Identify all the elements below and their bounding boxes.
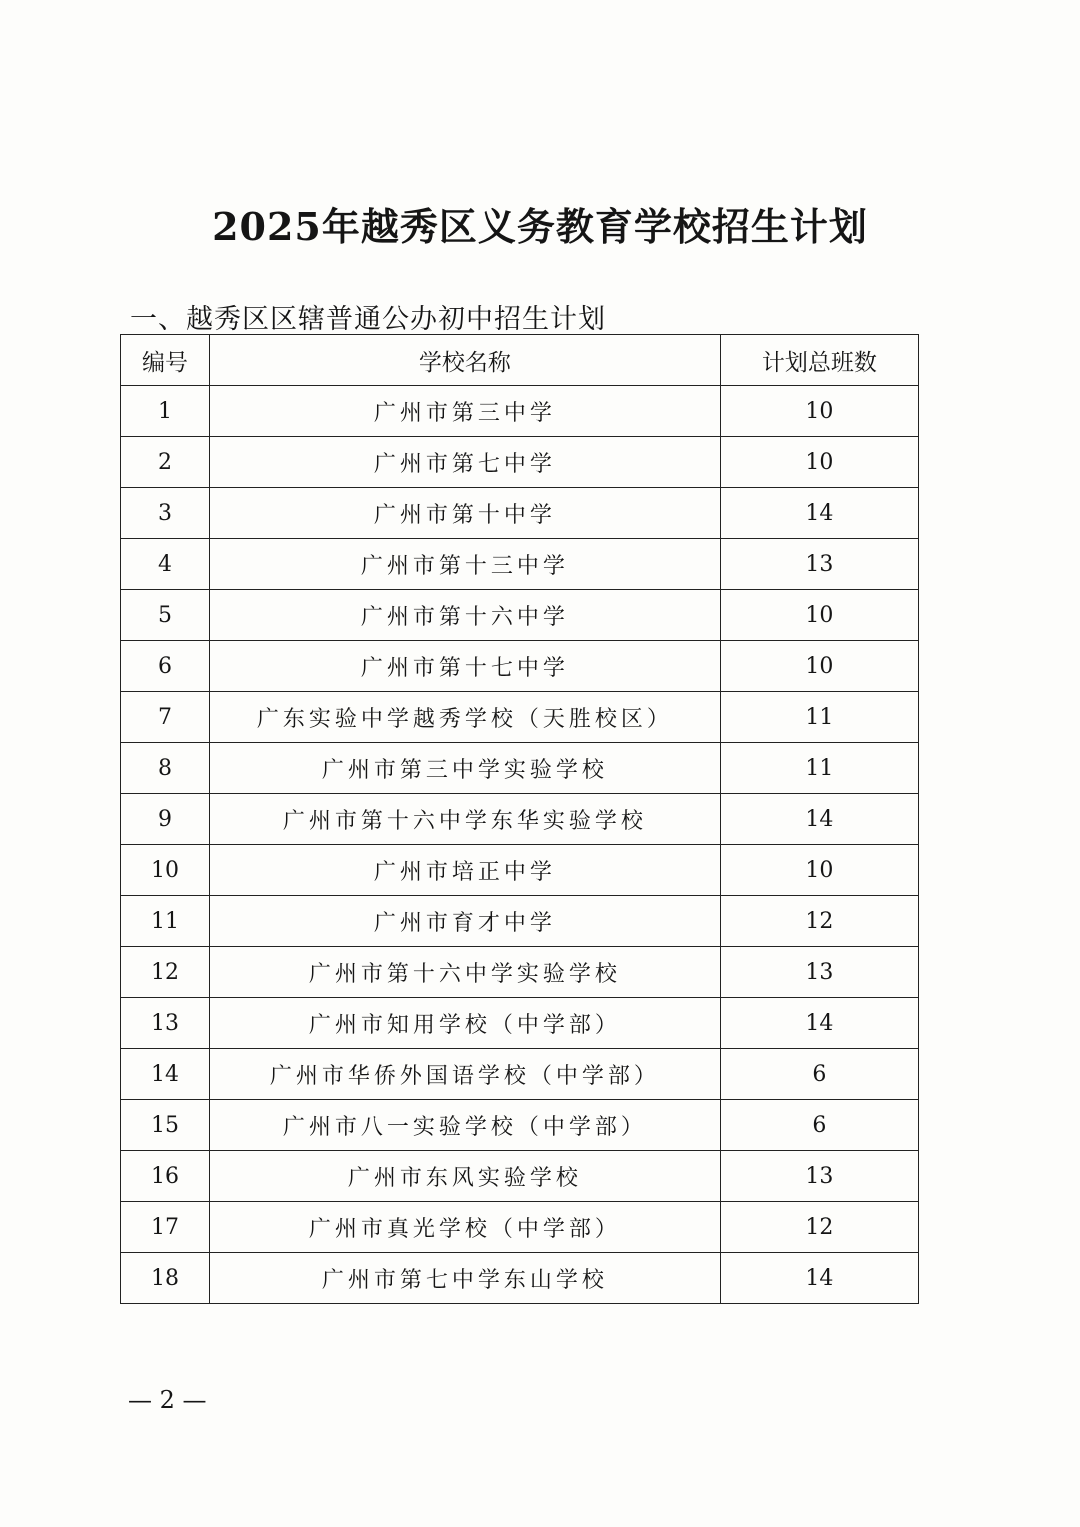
school-name: 广州市八一实验学校（中学部） xyxy=(210,1100,721,1151)
row-number: 17 xyxy=(121,1202,210,1253)
header-number: 编号 xyxy=(121,335,210,386)
class-count: 14 xyxy=(720,488,918,539)
table-row xyxy=(121,488,919,539)
table-row xyxy=(121,437,919,488)
class-count: 14 xyxy=(720,794,918,845)
class-count: 13 xyxy=(720,1151,918,1202)
class-count: 6 xyxy=(720,1049,918,1100)
row-number: 10 xyxy=(121,845,210,896)
table-row xyxy=(121,641,919,692)
school-name: 广州市第十七中学 xyxy=(210,641,721,692)
school-name: 广州市真光学校（中学部） xyxy=(210,1202,721,1253)
school-name: 广州市第十六中学实验学校 xyxy=(210,947,721,998)
class-count: 13 xyxy=(720,539,918,590)
table-row xyxy=(121,692,919,743)
row-number: 11 xyxy=(121,896,210,947)
school-name: 广州市知用学校（中学部） xyxy=(210,998,721,1049)
document-title: 2025年越秀区义务教育学校招生计划 xyxy=(212,204,868,249)
school-name: 广州市第十六中学东华实验学校 xyxy=(210,794,721,845)
row-number: 15 xyxy=(121,1100,210,1151)
school-name: 广州市东风实验学校 xyxy=(210,1151,721,1202)
class-count: 10 xyxy=(720,590,918,641)
school-name: 广州市第三中学实验学校 xyxy=(210,743,721,794)
row-number: 16 xyxy=(121,1151,210,1202)
header-school-name: 学校名称 xyxy=(210,335,721,386)
school-name: 广东实验中学越秀学校（天胜校区） xyxy=(210,692,721,743)
class-count: 11 xyxy=(720,692,918,743)
school-name: 广州市第七中学东山学校 xyxy=(210,1253,721,1304)
table-row xyxy=(121,998,919,1049)
row-number: 14 xyxy=(121,1049,210,1100)
class-count: 12 xyxy=(720,896,918,947)
row-number: 8 xyxy=(121,743,210,794)
row-number: 13 xyxy=(121,998,210,1049)
header-class-count: 计划总班数 xyxy=(720,335,918,386)
class-count: 10 xyxy=(720,386,918,437)
table-row xyxy=(121,794,919,845)
table-header-row xyxy=(121,335,919,386)
class-count: 6 xyxy=(720,1100,918,1151)
class-count: 12 xyxy=(720,1202,918,1253)
school-name: 广州市第十六中学 xyxy=(210,590,721,641)
row-number: 5 xyxy=(121,590,210,641)
school-name: 广州市培正中学 xyxy=(210,845,721,896)
row-number: 12 xyxy=(121,947,210,998)
row-number: 1 xyxy=(121,386,210,437)
school-name: 广州市华侨外国语学校（中学部） xyxy=(210,1049,721,1100)
school-name: 广州市育才中学 xyxy=(210,896,721,947)
enrollment-plan-table xyxy=(120,334,919,1304)
table-row xyxy=(121,1049,919,1100)
table-row xyxy=(121,1100,919,1151)
table-row xyxy=(121,947,919,998)
table-row xyxy=(121,539,919,590)
table-row xyxy=(121,1253,919,1304)
row-number: 3 xyxy=(121,488,210,539)
row-number: 7 xyxy=(121,692,210,743)
page-number: — 2 — xyxy=(128,1386,207,1414)
row-number: 4 xyxy=(121,539,210,590)
table-row xyxy=(121,590,919,641)
row-number: 2 xyxy=(121,437,210,488)
class-count: 10 xyxy=(720,641,918,692)
section-heading: 一、越秀区区辖普通公办初中招生计划 xyxy=(130,304,606,335)
table-row xyxy=(121,743,919,794)
table-row xyxy=(121,1151,919,1202)
row-number: 9 xyxy=(121,794,210,845)
school-name: 广州市第七中学 xyxy=(210,437,721,488)
class-count: 14 xyxy=(720,998,918,1049)
table-row xyxy=(121,1202,919,1253)
class-count: 14 xyxy=(720,1253,918,1304)
class-count: 13 xyxy=(720,947,918,998)
row-number: 18 xyxy=(121,1253,210,1304)
class-count: 10 xyxy=(720,437,918,488)
table-row xyxy=(121,386,919,437)
class-count: 11 xyxy=(720,743,918,794)
row-number: 6 xyxy=(121,641,210,692)
school-name: 广州市第十中学 xyxy=(210,488,721,539)
table-row xyxy=(121,845,919,896)
school-name: 广州市第十三中学 xyxy=(210,539,721,590)
class-count: 10 xyxy=(720,845,918,896)
school-name: 广州市第三中学 xyxy=(210,386,721,437)
table-row xyxy=(121,896,919,947)
